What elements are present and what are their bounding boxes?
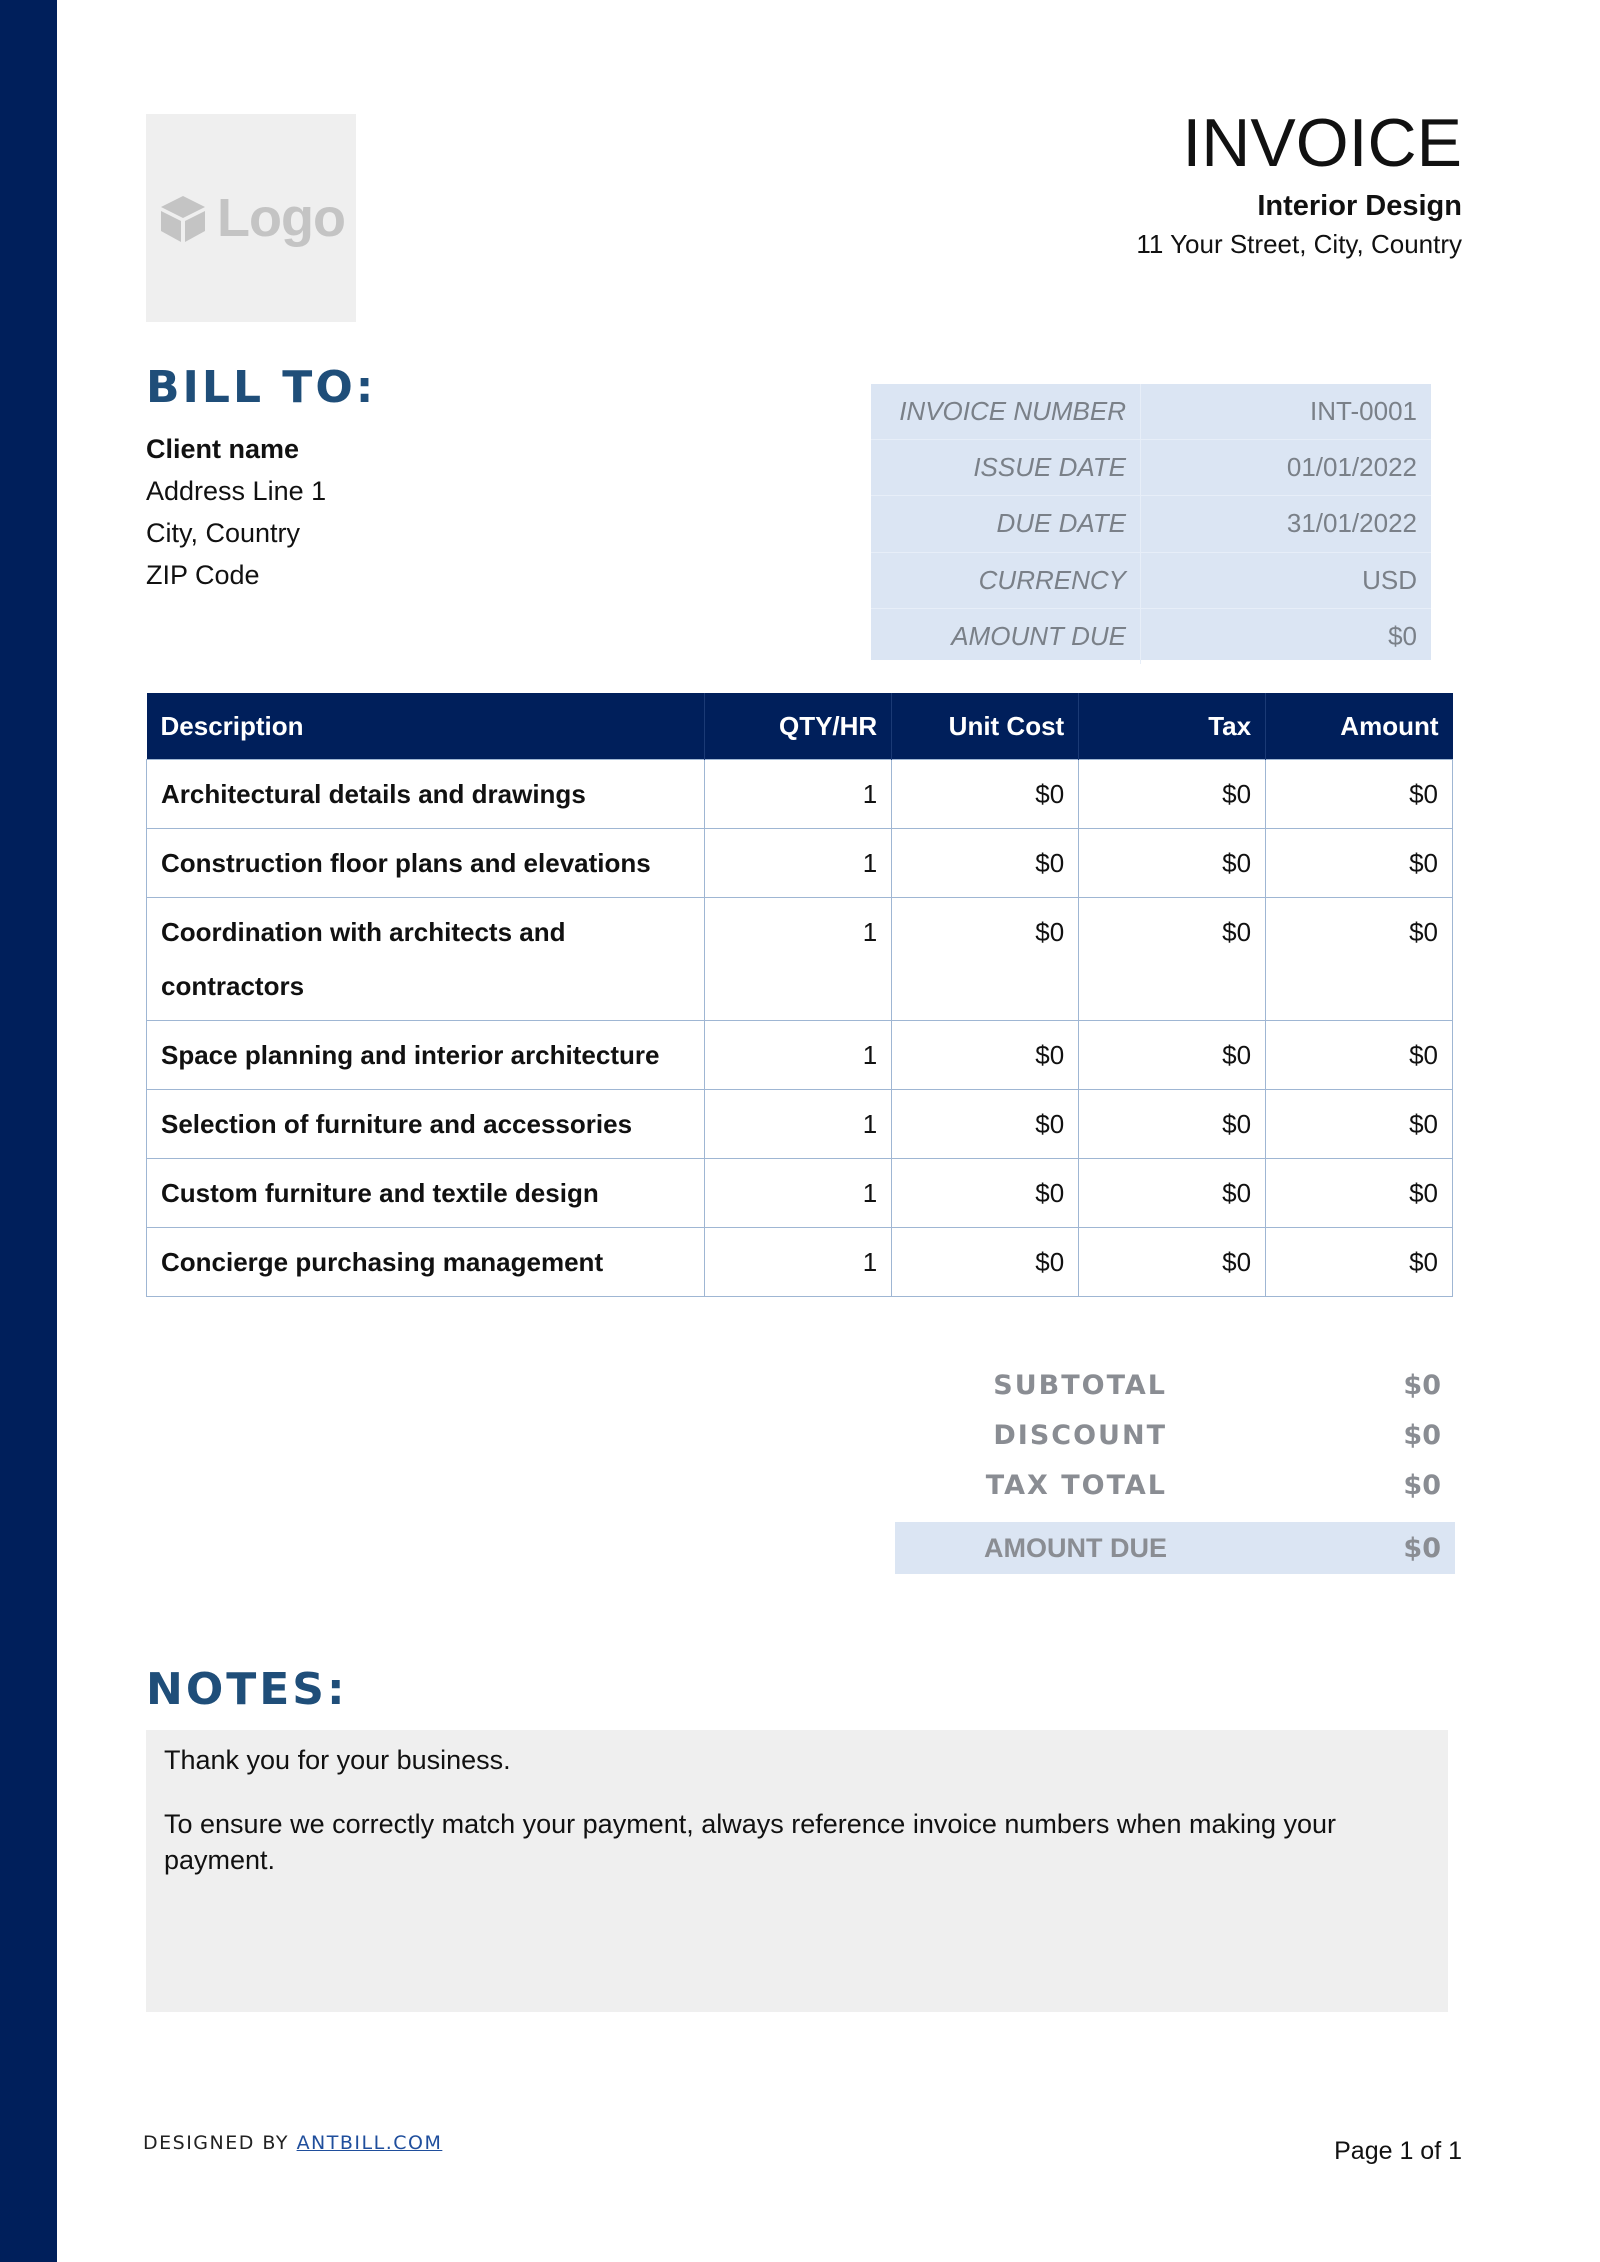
totals-block bbox=[895, 1360, 1455, 1574]
tax-total-row bbox=[895, 1460, 1455, 1510]
item-unit-cost: $0 bbox=[892, 1159, 1079, 1228]
logo-text: Logo bbox=[217, 188, 345, 248]
header-unit-cost: Unit Cost bbox=[892, 693, 1079, 760]
meta-label: AMOUNT DUE bbox=[871, 609, 1141, 664]
header-description: Description bbox=[147, 693, 705, 760]
item-tax: $0 bbox=[1079, 829, 1266, 898]
item-description: Concierge purchasing management bbox=[147, 1228, 705, 1297]
item-description: Space planning and interior architecture bbox=[147, 1021, 705, 1090]
bill-to-heading: BILL TO: bbox=[146, 362, 377, 413]
meta-row bbox=[871, 553, 1431, 609]
meta-label: CURRENCY bbox=[871, 553, 1141, 608]
item-amount: $0 bbox=[1266, 1090, 1453, 1159]
item-unit-cost: $0 bbox=[892, 1228, 1079, 1297]
item-unit-cost: $0 bbox=[892, 1021, 1079, 1090]
item-description: Architectural details and drawings bbox=[147, 760, 705, 829]
meta-value: INT-0001 bbox=[1310, 396, 1417, 427]
discount-label: DISCOUNT bbox=[993, 1419, 1167, 1451]
item-description: Construction floor plans and elevations bbox=[147, 829, 705, 898]
invoice-meta-table bbox=[871, 384, 1431, 660]
item-unit-cost: $0 bbox=[892, 898, 1079, 1021]
page-number: Page 1 of 1 bbox=[1334, 2137, 1462, 2165]
subtotal-value: $0 bbox=[1403, 1369, 1441, 1401]
item-qty: 1 bbox=[704, 1159, 891, 1228]
meta-value: 31/01/2022 bbox=[1286, 508, 1417, 539]
table-row bbox=[147, 1228, 1453, 1297]
company-address: 11 Your Street, City, Country bbox=[1136, 229, 1462, 259]
meta-value: 01/01/2022 bbox=[1286, 452, 1417, 483]
discount-row bbox=[895, 1410, 1455, 1460]
bill-to-block bbox=[146, 428, 326, 596]
item-qty: 1 bbox=[704, 829, 891, 898]
item-tax: $0 bbox=[1079, 898, 1266, 1021]
item-tax: $0 bbox=[1079, 1228, 1266, 1297]
line-items-table bbox=[146, 693, 1453, 1297]
amount-due-label: AMOUNT DUE bbox=[984, 1532, 1167, 1563]
item-tax: $0 bbox=[1079, 760, 1266, 829]
meta-value: USD bbox=[1362, 564, 1417, 595]
side-accent-bar bbox=[0, 0, 57, 2262]
item-amount: $0 bbox=[1266, 829, 1453, 898]
table-row bbox=[147, 1159, 1453, 1228]
item-description: Custom furniture and textile design bbox=[147, 1159, 705, 1228]
item-qty: 1 bbox=[704, 760, 891, 829]
item-qty: 1 bbox=[704, 1021, 891, 1090]
item-amount: $0 bbox=[1266, 898, 1453, 1021]
notes-heading: NOTES: bbox=[146, 1664, 348, 1715]
header-qty: QTY/HR bbox=[704, 693, 891, 760]
header-amount: Amount bbox=[1266, 693, 1453, 760]
client-zip: ZIP Code bbox=[146, 560, 260, 590]
meta-label: ISSUE DATE bbox=[871, 440, 1141, 495]
table-row bbox=[147, 760, 1453, 829]
item-description: Selection of furniture and accessories bbox=[147, 1090, 705, 1159]
amount-due-value: $0 bbox=[1403, 1532, 1441, 1564]
item-tax: $0 bbox=[1079, 1159, 1266, 1228]
item-unit-cost: $0 bbox=[892, 829, 1079, 898]
designed-by bbox=[143, 2132, 442, 2154]
table-row bbox=[147, 898, 1453, 1021]
notes-box bbox=[146, 1730, 1448, 2012]
client-address-line: Address Line 1 bbox=[146, 476, 327, 506]
company-name: Interior Design bbox=[1257, 190, 1462, 222]
item-tax: $0 bbox=[1079, 1090, 1266, 1159]
item-amount: $0 bbox=[1266, 1021, 1453, 1090]
tax-total-value: $0 bbox=[1403, 1469, 1441, 1501]
notes-line: Thank you for your business. bbox=[164, 1745, 511, 1775]
item-amount: $0 bbox=[1266, 1228, 1453, 1297]
invoice-title: INVOICE bbox=[1182, 105, 1462, 181]
notes-line: To ensure we correctly match your payment, always reference invoice numbers when making your payment. bbox=[164, 1809, 1337, 1875]
meta-label: INVOICE NUMBER bbox=[871, 384, 1141, 439]
item-qty: 1 bbox=[704, 1090, 891, 1159]
item-amount: $0 bbox=[1266, 760, 1453, 829]
antbill-link[interactable]: ANTBILL.COM bbox=[296, 2132, 443, 2154]
item-amount: $0 bbox=[1266, 1159, 1453, 1228]
cube-logo-icon bbox=[157, 192, 209, 244]
table-header-row bbox=[147, 693, 1453, 760]
tax-total-label: TAX TOTAL bbox=[985, 1469, 1167, 1501]
meta-row bbox=[871, 384, 1431, 440]
subtotal-row bbox=[895, 1360, 1455, 1410]
item-description: Coordination with architects and contractors bbox=[147, 898, 705, 1021]
amount-due-row bbox=[895, 1522, 1455, 1574]
table-row bbox=[147, 1090, 1453, 1159]
item-qty: 1 bbox=[704, 898, 891, 1021]
item-unit-cost: $0 bbox=[892, 760, 1079, 829]
logo-placeholder bbox=[146, 114, 356, 322]
meta-label: DUE DATE bbox=[871, 496, 1141, 551]
item-unit-cost: $0 bbox=[892, 1090, 1079, 1159]
meta-row bbox=[871, 496, 1431, 552]
client-name: Client name bbox=[146, 434, 300, 464]
table-row bbox=[147, 1021, 1453, 1090]
item-tax: $0 bbox=[1079, 1021, 1266, 1090]
table-row bbox=[147, 829, 1453, 898]
discount-value: $0 bbox=[1403, 1419, 1441, 1451]
meta-row bbox=[871, 440, 1431, 496]
designed-by-label: DESIGNED BY bbox=[143, 2132, 297, 2154]
meta-value: $0 bbox=[1388, 620, 1417, 651]
item-qty: 1 bbox=[704, 1228, 891, 1297]
client-city-country: City, Country bbox=[146, 518, 301, 548]
meta-row bbox=[871, 609, 1431, 664]
header-tax: Tax bbox=[1079, 693, 1266, 760]
subtotal-label: SUBTOTAL bbox=[993, 1369, 1167, 1401]
